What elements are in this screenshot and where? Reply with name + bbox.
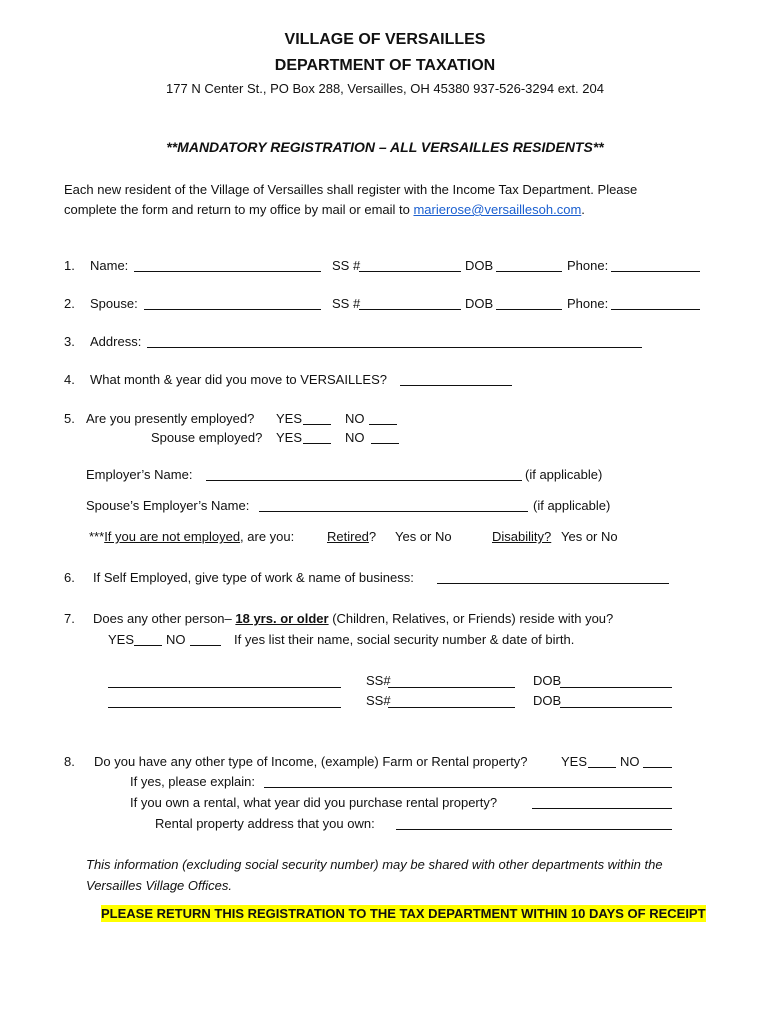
q5-no-field[interactable] <box>369 424 397 425</box>
disability-label: Disability? <box>492 529 552 544</box>
q3-number: 3. <box>64 334 75 349</box>
q1-ss-field[interactable] <box>359 271 461 272</box>
q5-spouse-no-label: NO <box>345 430 365 445</box>
not-employed-row <box>89 529 294 544</box>
intro-line-1: Each new resident of the Village of Versailles shall register with the Income Tax Department. Please <box>64 182 638 197</box>
q2-spouse-label: Spouse: <box>90 296 138 311</box>
q7-post: (Children, Relatives, or Friends) reside with you? <box>328 611 614 626</box>
q7-person2-name-field[interactable] <box>108 707 341 708</box>
registration-subtitle: **MANDATORY REGISTRATION – ALL VERSAILLES RESIDENTS** <box>166 139 604 155</box>
q8-no-field[interactable] <box>643 767 672 768</box>
q1-dob-field[interactable] <box>496 271 562 272</box>
q7-yes-label: YES <box>108 632 135 647</box>
q7-person1-ss-field[interactable] <box>388 687 515 688</box>
q8-rental-year-field[interactable] <box>532 808 672 809</box>
q4-number: 4. <box>64 372 75 387</box>
department-title: DEPARTMENT OF TAXATION <box>274 57 496 74</box>
q7-person2-dob-field[interactable] <box>560 707 672 708</box>
q1-name-label: Name: <box>90 258 129 273</box>
q5-yes-label: YES <box>276 411 303 426</box>
q5-employed-label: Are you presently employed? <box>86 411 255 426</box>
q5-spouse-yes-label: YES <box>276 430 303 445</box>
q8-rental-address-label: Rental property address that you own: <box>155 816 375 831</box>
q6-label: If Self Employed, give type of work & name of business: <box>93 570 414 585</box>
q3-address-field[interactable] <box>147 347 642 348</box>
q8-label: Do you have any other type of Income, (example) Farm or Rental property? <box>94 754 528 769</box>
q2-dob-field[interactable] <box>496 309 562 310</box>
q8-rental-year-label: If you own a rental, what year did you purchase rental property? <box>130 795 498 810</box>
q6-business-field[interactable] <box>437 583 669 584</box>
not-employed-label: If you are not employed <box>104 529 241 544</box>
q7-person1-dob-field[interactable] <box>560 687 672 688</box>
q7-person1-name-field[interactable] <box>108 687 341 688</box>
retired-qmark: ? <box>368 529 377 544</box>
q7-number: 7. <box>64 611 75 626</box>
q2-ss-label: SS # <box>332 296 361 311</box>
q7-pre: Does any other person– <box>93 611 236 626</box>
are-you-label: , are you: <box>240 529 295 544</box>
q5-spouse-employed-label: Spouse employed? <box>151 430 263 445</box>
q2-phone-label: Phone: <box>567 296 609 311</box>
spouse-employer-if-applicable: (if applicable) <box>533 498 611 513</box>
retired-yes-or-no[interactable]: Yes or No <box>395 529 452 544</box>
q7-question <box>93 611 613 626</box>
q7-person1-dob-label: DOB <box>533 673 562 688</box>
q5-spouse-no-field[interactable] <box>371 443 399 444</box>
q8-explain-label: If yes, please explain: <box>130 774 256 789</box>
q8-number: 8. <box>64 754 75 769</box>
retired-group <box>327 529 376 544</box>
privacy-note-line-2: Versailles Village Offices. <box>86 878 232 893</box>
not-employed-prefix: *** <box>89 529 105 544</box>
spouse-employer-name-label: Spouse’s Employer’s Name: <box>86 498 250 513</box>
q8-rental-address-field[interactable] <box>396 829 672 830</box>
employer-name-label: Employer’s Name: <box>86 467 193 482</box>
q1-phone-label: Phone: <box>567 258 609 273</box>
q7-no-field[interactable] <box>190 645 221 646</box>
q2-dob-label: DOB <box>465 296 494 311</box>
return-notice-text: PLEASE RETURN THIS REGISTRATION TO THE TAX DEPARTMENT WITHIN 10 DAYS OF RECEIPT <box>101 906 706 921</box>
q7-person1-ss-label: SS# <box>366 673 391 688</box>
q4-move-date-field[interactable] <box>400 385 512 386</box>
q2-spouse-field[interactable] <box>144 309 321 310</box>
q4-label: What month & year did you move to VERSAILLES? <box>90 372 387 387</box>
disability-yes-or-no[interactable]: Yes or No <box>561 529 618 544</box>
q8-no-label: NO <box>620 754 640 769</box>
retired-label: Retired <box>327 529 369 544</box>
q1-name-field[interactable] <box>134 271 321 272</box>
q2-ss-field[interactable] <box>359 309 461 310</box>
q3-address-label: Address: <box>90 334 142 349</box>
q7-person2-ss-label: SS# <box>366 693 391 708</box>
q2-phone-field[interactable] <box>611 309 700 310</box>
q7-instruction: If yes list their name, social security number & date of birth. <box>234 632 575 647</box>
q7-yes-field[interactable] <box>134 645 162 646</box>
q1-ss-label: SS # <box>332 258 361 273</box>
intro-line-2 <box>64 202 585 217</box>
return-notice <box>101 906 706 921</box>
q5-yes-field[interactable] <box>303 424 331 425</box>
q5-number: 5. <box>64 411 75 426</box>
q1-number: 1. <box>64 258 75 273</box>
q7-person2-ss-field[interactable] <box>388 707 515 708</box>
q1-dob-label: DOB <box>465 258 494 273</box>
employer-if-applicable: (if applicable) <box>525 467 603 482</box>
q8-yes-field[interactable] <box>588 767 616 768</box>
q1-phone-field[interactable] <box>611 271 700 272</box>
q7-age-emphasis: 18 yrs. or older <box>235 611 329 626</box>
org-address: 177 N Center St., PO Box 288, Versailles, OH 45380 937-526-3294 ext. 204 <box>166 81 604 96</box>
intro-period: . <box>581 202 585 217</box>
spouse-employer-name-field[interactable] <box>259 511 528 512</box>
q8-explain-field[interactable] <box>264 787 672 788</box>
email-link[interactable]: marierose@versaillesoh.com <box>413 202 582 217</box>
privacy-note-line-1: This information (excluding social security number) may be shared with other departments within the <box>86 857 663 872</box>
intro-text: complete the form and return to my office by mail or email to <box>64 202 414 217</box>
q5-no-label: NO <box>345 411 365 426</box>
q8-yes-label: YES <box>561 754 588 769</box>
org-title: VILLAGE OF VERSAILLES <box>284 31 486 48</box>
q7-no-label: NO <box>166 632 186 647</box>
q7-person2-dob-label: DOB <box>533 693 562 708</box>
employer-name-field[interactable] <box>206 480 522 481</box>
q6-number: 6. <box>64 570 75 585</box>
q5-spouse-yes-field[interactable] <box>303 443 331 444</box>
q2-number: 2. <box>64 296 75 311</box>
